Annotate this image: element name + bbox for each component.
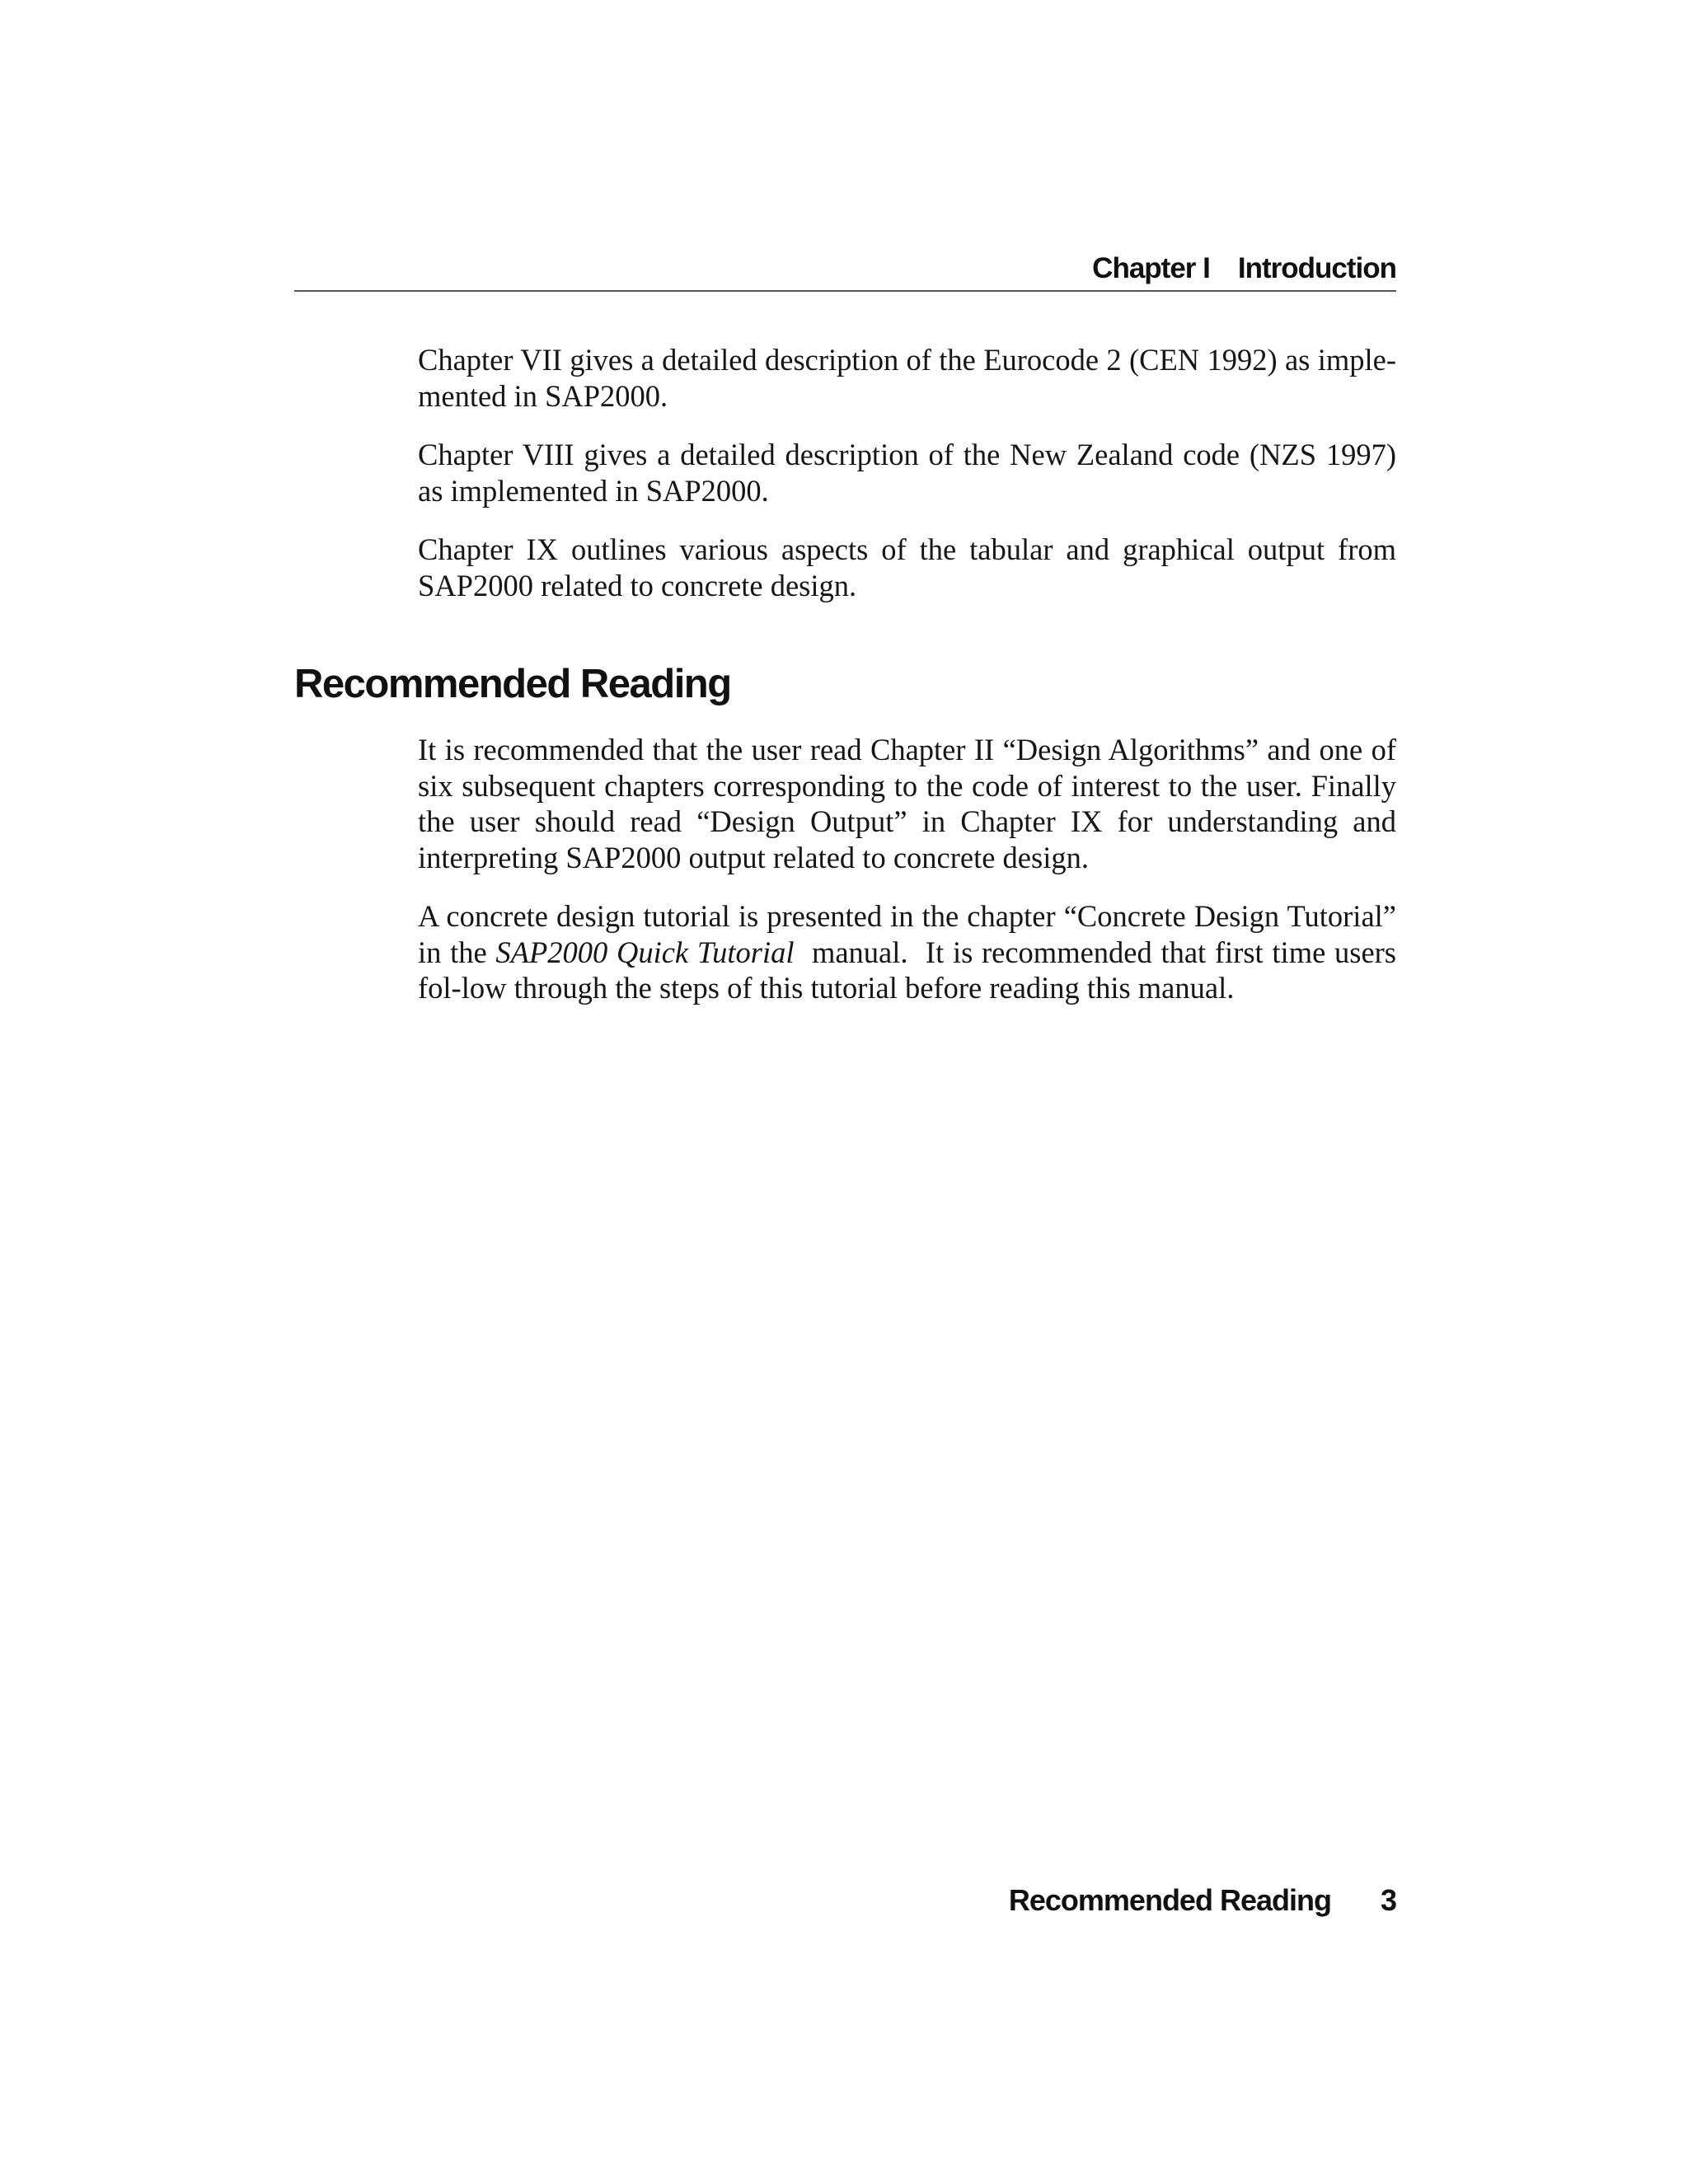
paragraph-tutorial: [418, 898, 1404, 1006]
tutorial-text-after: manual. It is recommended that first time users fol-low through the steps of this tutorial before reading this manual.: [418, 935, 1404, 1005]
recommended-reading-text: [418, 732, 1404, 1029]
tutorial-text-before: A concrete design tutorial is presented in the chapter “Concrete Design Tutorial” in the: [418, 899, 1396, 969]
footer-section-title: Recommended Reading: [1008, 1883, 1331, 1917]
header-chapter: Chapter I: [1092, 252, 1210, 284]
section-heading: Recommended Reading: [294, 662, 731, 706]
paragraph-reading-order: It is recommended that the user read Chapter II “Design Algorithms” and one of six subsequent chapters corresponding to the code of interest to the user. Finally the user should read “Design Output” in Chapter IX for understanding and interpreting SAP2000 output related to concrete design.: [418, 733, 1396, 874]
header-title: Introduction: [1237, 252, 1396, 284]
paragraph-chapter-viii: Chapter VIII gives a detailed description of the New Zealand code (NZS 1997) as implemented in SAP2000.: [418, 438, 1396, 508]
page-number: 3: [1380, 1883, 1396, 1917]
tutorial-manual-title: SAP2000 Quick Tutorial: [495, 935, 795, 969]
running-footer: [294, 1882, 1396, 1919]
running-header: [294, 252, 1396, 292]
paragraph-chapter-ix: Chapter IX outlines various aspects of the tabular and graphical output from SAP2000 related to concrete design.: [418, 532, 1396, 602]
intro-text: [418, 342, 1396, 626]
paragraph-chapter-vii: Chapter VII gives a detailed description of the Eurocode 2 (CEN 1992) as imple-mented in SAP2000.: [418, 343, 1396, 413]
